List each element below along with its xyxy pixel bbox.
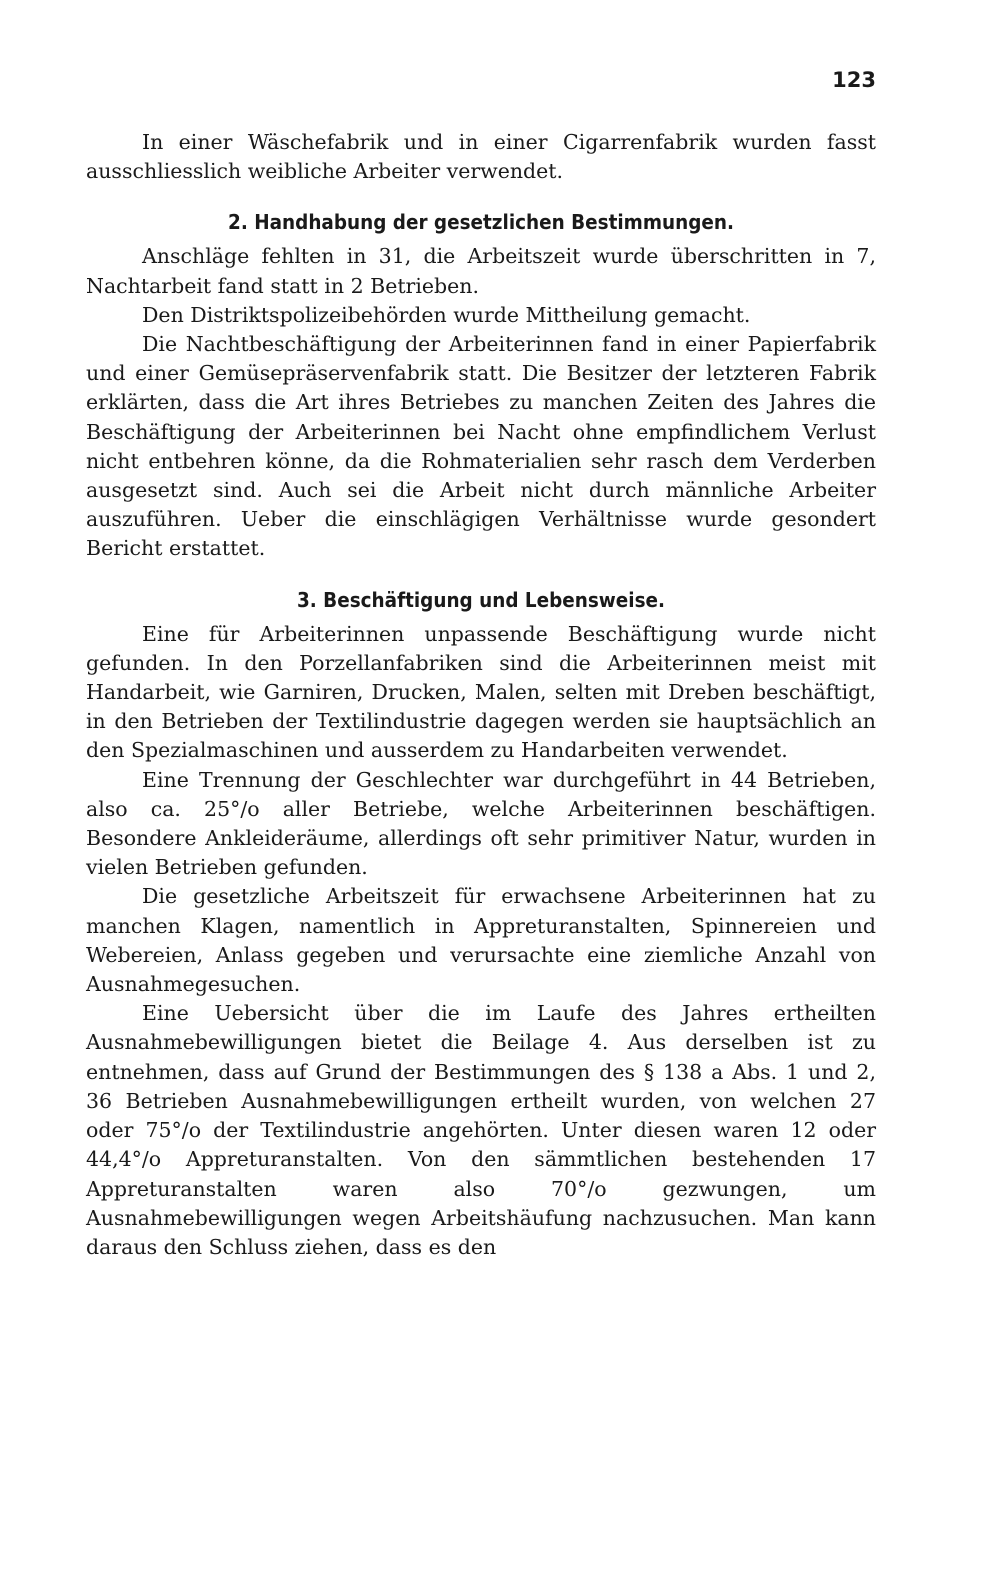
section-2-paragraph: Die Nachtbeschäftigung der Arbeiterinnen fand in einer Papierfabrik und einer Gemüsepräservenfabrik statt. Die Besitzer der letzteren Fabrik erklärten, dass die Art ihres Betriebes zu manchen Zeiten des Jahres die Beschäftigung der Arbeiterinnen bei Nacht ohne empfindlichem Verlust nicht entbehren könne, da die Rohmaterialien sehr rasch dem Verderben ausgesetzt sind. Auch sei die Arbeit nicht durch männliche Arbeiter auszuführen. Ueber die einschlägigen Verhältnisse wurde gesondert Bericht erstattet. bbox=[86, 332, 876, 561]
section-2-paragraph: Den Distriktspolizeibehörden wurde Mittheilung gemacht. bbox=[142, 302, 751, 327]
section-3-paragraph: Eine Uebersicht über die im Laufe des Jahres ertheilten Ausnahmebewilligungen bietet die Beilage 4. Aus derselben ist zu entnehmen, dass auf Grund der Bestimmungen des § 138 a Abs. 1 und 2, 36 Betrieben Ausnahmebewilligungen ertheilt wurden, von welchen 27 oder 75°/o der Textilindustrie angehörten. Unter diesen waren 12 oder 44,4°/o Appreturanstalten. Von den sämmtlichen bestehenden 17 Appreturanstalten waren also 70°/o gezwungen, um Ausnahmebewilligungen wegen Arbeitshäufung nachzusuchen. Man kann daraus den Schluss ziehen, dass es den bbox=[86, 1001, 876, 1259]
section-2-heading: 2. Handhabung der gesetzlichen Bestimmungen. bbox=[228, 210, 734, 235]
section-3-paragraph: Eine Trennung der Geschlechter war durchgeführt in 44 Betrieben, also ca. 25°/o aller Betriebe, welche Arbeiterinnen beschäftigen. Besondere Ankleideräume, allerdings oft sehr primitiver Natur, wurden in vielen Betrieben gefunden. bbox=[86, 767, 876, 880]
section-3-paragraph: Eine für Arbeiterinnen unpassende Beschäftigung wurde nicht gefunden. In den Porzellanfabriken sind die Arbeiterinnen meist mit Handarbeit, wie Garniren, Drucken, Malen, selten mit Dreben beschäftigt, in den Betrieben der Textilindustrie dagegen werden sie hauptsächlich an den Spezialmaschinen und ausserdem zu Handarbeiten verwendet. bbox=[86, 621, 876, 763]
page-number: 123 bbox=[832, 68, 876, 92]
section-2-paragraph: Anschläge fehlten in 31, die Arbeitszeit wurde überschritten in 7, Nachtarbeit fand statt in 2 Betrieben. bbox=[86, 244, 876, 298]
intro-paragraph: In einer Wäschefabrik und in einer Cigarrenfabrik wurden fasst ausschliesslich weibliche Arbeiter verwendet. bbox=[86, 130, 876, 184]
body-text bbox=[86, 128, 876, 1262]
section-3-heading: 3. Beschäftigung und Lebensweise. bbox=[296, 587, 666, 612]
section-3-paragraph: Die gesetzliche Arbeitszeit für erwachsene Arbeiterinnen hat zu manchen Klagen, namentlich in Appreturanstalten, Spinnereien und Webereien, Anlass gegeben und verursachte eine ziemliche Anzahl von Ausnahmegesuchen. bbox=[86, 884, 876, 997]
